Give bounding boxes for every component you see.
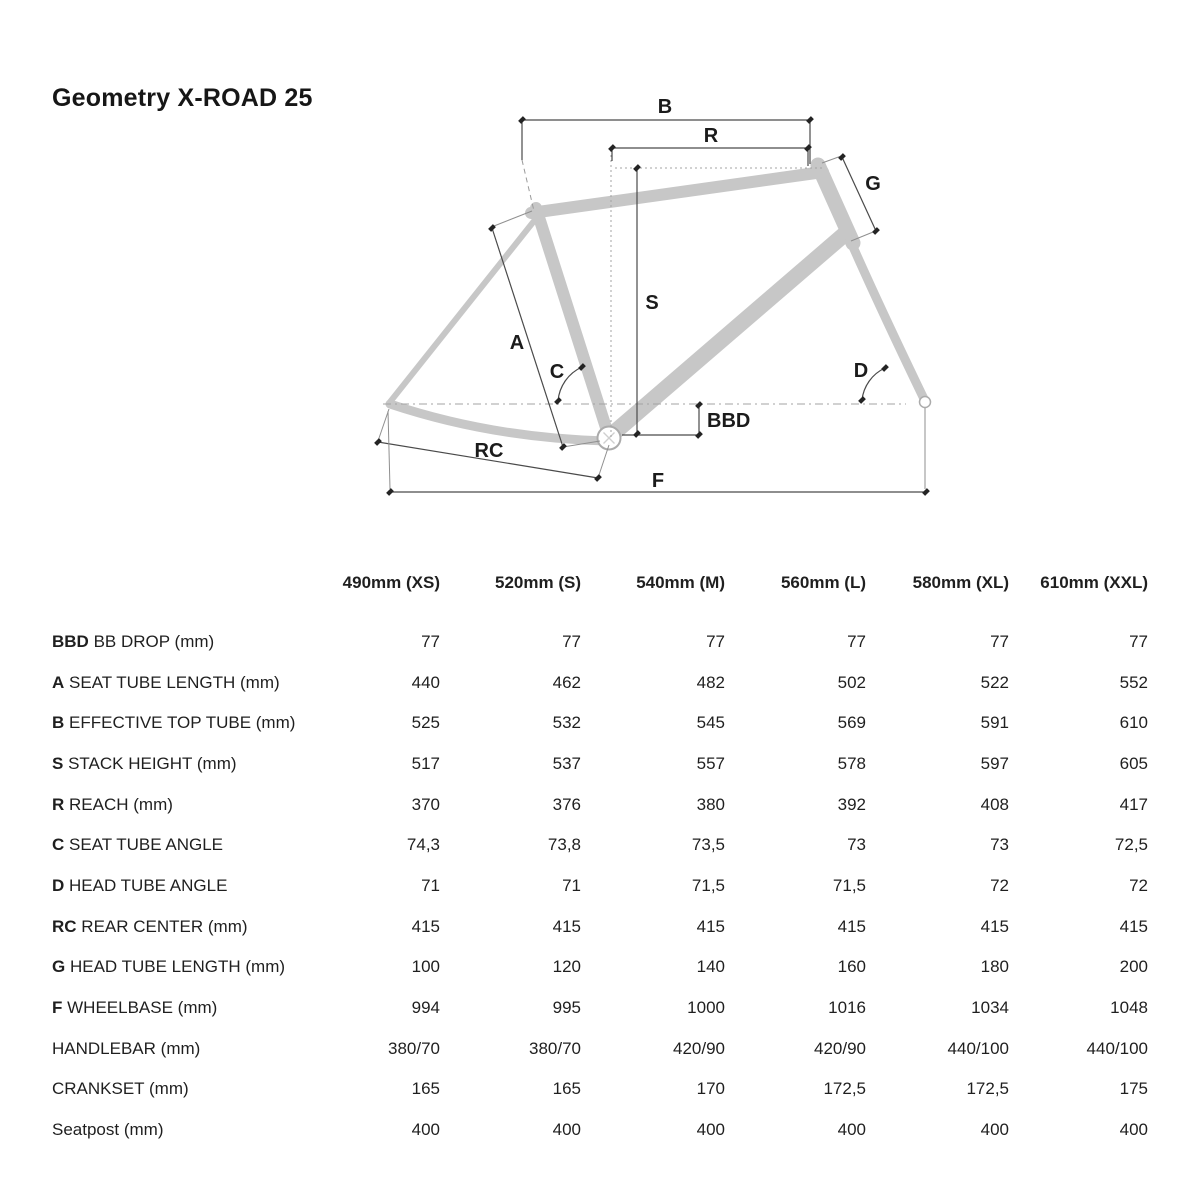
dim-label-b: B xyxy=(657,96,673,118)
table-cell: 400 xyxy=(696,1119,725,1139)
row-unit: (mm) xyxy=(207,916,248,936)
row-label xyxy=(52,954,285,980)
table-row xyxy=(0,1076,1200,1102)
row-code: R xyxy=(52,794,65,814)
table-cell: 165 xyxy=(552,1079,581,1099)
table-cell: 995 xyxy=(552,997,581,1017)
table-cell: 415 xyxy=(411,916,440,936)
table-cell: 73,8 xyxy=(547,835,581,855)
table-cell: 73 xyxy=(847,835,866,855)
table-cell: 172,5 xyxy=(966,1079,1009,1099)
table-cell: 77 xyxy=(990,632,1009,651)
table-cell: 71 xyxy=(562,875,581,895)
row-code: D xyxy=(52,875,65,895)
column-header: 490mm (XS) xyxy=(342,573,440,592)
table-cell: 517 xyxy=(411,753,440,773)
table-row xyxy=(0,792,1200,818)
dim-label-c: C xyxy=(549,361,565,383)
table-cell: 1000 xyxy=(687,997,725,1017)
table-cell: 522 xyxy=(980,672,1009,692)
column-header: 520mm (S) xyxy=(495,573,581,592)
table-cell: 440/100 xyxy=(947,1038,1009,1058)
table-row xyxy=(0,954,1200,980)
table-cell: 140 xyxy=(696,957,725,977)
table-cell: 165 xyxy=(411,1079,440,1099)
page-title: Geometry X-ROAD 25 xyxy=(52,84,313,112)
row-label xyxy=(52,914,248,940)
table-cell: 400 xyxy=(552,1119,581,1139)
table-cell: 440 xyxy=(411,672,440,692)
table-cell: 415 xyxy=(1119,916,1148,936)
table-cell: 415 xyxy=(696,916,725,936)
table-cell: 415 xyxy=(837,916,866,936)
row-unit: (mm) xyxy=(160,1038,201,1058)
table-cell: 73,5 xyxy=(691,835,725,855)
table-cell: 420/90 xyxy=(673,1038,725,1058)
table-cell: 610 xyxy=(1119,713,1148,733)
dim-label-r: R xyxy=(703,125,719,147)
table-cell: 408 xyxy=(980,794,1009,814)
dim-label-a: A xyxy=(509,332,525,354)
table-cell: 77 xyxy=(421,632,440,651)
table-cell: 72,5 xyxy=(1114,835,1148,855)
table-row xyxy=(0,710,1200,736)
down-tube xyxy=(609,233,846,437)
row-label xyxy=(52,995,217,1021)
row-code: B xyxy=(52,713,65,733)
row-code: F xyxy=(52,997,63,1017)
table-cell: 482 xyxy=(696,672,725,692)
column-header: 540mm (M) xyxy=(636,573,725,592)
table-cell: 392 xyxy=(837,794,866,814)
table-cell: 376 xyxy=(552,794,581,814)
table-cell: 77 xyxy=(706,632,725,651)
bike-frame xyxy=(390,165,931,450)
table-cell: 1048 xyxy=(1110,997,1148,1017)
table-cell: 370 xyxy=(411,794,440,814)
row-name: SEAT TUBE ANGLE xyxy=(69,835,224,855)
row-name: CRANKSET xyxy=(52,1079,145,1099)
table-cell: 569 xyxy=(837,713,866,733)
row-code: S xyxy=(52,753,64,773)
row-label xyxy=(52,832,223,858)
table-cell: 77 xyxy=(562,632,581,651)
table-row xyxy=(0,873,1200,899)
table-cell: 72 xyxy=(990,875,1009,895)
table-cell: 591 xyxy=(980,713,1009,733)
row-name: BB DROP xyxy=(93,632,170,651)
table-cell: 380/70 xyxy=(388,1038,440,1058)
seat-stay xyxy=(390,216,538,402)
row-unit: (mm) xyxy=(149,1079,189,1099)
table-row xyxy=(0,914,1200,940)
row-name: HANDLEBAR xyxy=(52,1038,156,1058)
table-cell: 120 xyxy=(552,957,581,977)
row-label xyxy=(52,792,173,818)
row-label xyxy=(52,670,280,696)
row-unit: (mm) xyxy=(240,672,280,692)
row-unit: (mm) xyxy=(177,997,218,1017)
row-code: BBD xyxy=(52,632,89,651)
row-code: C xyxy=(52,835,65,855)
table-cell: 597 xyxy=(980,753,1009,773)
table-cell: 180 xyxy=(980,957,1009,977)
row-name: EFFECTIVE TOP TUBE xyxy=(69,713,252,733)
table-cell: 1034 xyxy=(971,997,1009,1017)
table-row xyxy=(0,995,1200,1021)
dim-label-bbd: BBD xyxy=(707,410,751,432)
table-cell: 400 xyxy=(1119,1119,1148,1139)
dim-label-rc: RC xyxy=(474,440,504,462)
table-row xyxy=(0,751,1200,777)
table-cell: 605 xyxy=(1119,753,1148,773)
row-label xyxy=(52,1076,189,1102)
row-unit: (mm) xyxy=(174,632,215,651)
table-row xyxy=(0,832,1200,858)
table-header-row xyxy=(0,570,1200,596)
table-cell: 380/70 xyxy=(529,1038,581,1058)
table-cell: 71 xyxy=(421,875,440,895)
seat-axis-extension xyxy=(522,160,534,211)
row-label xyxy=(52,751,237,777)
table-cell: 537 xyxy=(552,753,581,773)
table-cell: 557 xyxy=(696,753,725,773)
table-cell: 400 xyxy=(837,1119,866,1139)
row-label xyxy=(52,1036,200,1062)
column-header: 610mm (XXL) xyxy=(1040,573,1148,592)
table-cell: 994 xyxy=(411,997,440,1017)
front-axle xyxy=(920,397,931,408)
row-code: RC xyxy=(52,916,77,936)
seat-tube xyxy=(536,208,609,437)
row-unit: (mm) xyxy=(123,1119,164,1139)
row-name: STACK HEIGHT xyxy=(68,753,193,773)
table-cell: 380 xyxy=(696,794,725,814)
table-cell: 400 xyxy=(980,1119,1009,1139)
table-cell: 462 xyxy=(552,672,581,692)
table-cell: 72 xyxy=(1129,875,1148,895)
table-cell: 440/100 xyxy=(1086,1038,1148,1058)
table-cell: 73 xyxy=(990,835,1009,855)
table-cell: 532 xyxy=(552,713,581,733)
row-unit: (mm) xyxy=(245,957,286,977)
chain-stay xyxy=(390,404,606,441)
table-cell: 552 xyxy=(1119,672,1148,692)
row-name: SEAT TUBE LENGTH xyxy=(69,672,236,692)
table-cell: 415 xyxy=(980,916,1009,936)
table-row xyxy=(0,670,1200,696)
row-name: HEAD TUBE ANGLE xyxy=(69,875,228,895)
table-cell: 200 xyxy=(1119,957,1148,977)
table-cell: 77 xyxy=(847,632,866,651)
row-name: REAR CENTER xyxy=(81,916,204,936)
dim-label-s: S xyxy=(645,292,659,314)
row-code: A xyxy=(52,672,65,692)
table-cell: 525 xyxy=(411,713,440,733)
table-cell: 578 xyxy=(837,753,866,773)
row-unit: (mm) xyxy=(133,794,173,814)
row-name: REACH xyxy=(69,794,129,814)
top-tube xyxy=(531,172,823,213)
row-name: Seatpost xyxy=(52,1119,120,1139)
dim-label-d: D xyxy=(853,360,869,382)
table-cell: 545 xyxy=(696,713,725,733)
row-label xyxy=(52,1117,164,1143)
table-cell: 71,5 xyxy=(832,875,866,895)
table-cell: 175 xyxy=(1119,1079,1148,1099)
table-cell: 417 xyxy=(1119,794,1148,814)
table-cell: 400 xyxy=(411,1119,440,1139)
table-cell: 100 xyxy=(411,957,440,977)
bike-geometry-diagram xyxy=(0,0,1200,545)
row-name: WHEELBASE xyxy=(67,997,173,1017)
column-header: 580mm (XL) xyxy=(912,573,1009,592)
table-row xyxy=(0,1036,1200,1062)
row-unit: (mm) xyxy=(255,713,296,733)
table-row xyxy=(0,629,1200,655)
row-code: G xyxy=(52,957,66,977)
table-cell: 420/90 xyxy=(814,1038,866,1058)
table-cell: 170 xyxy=(696,1079,725,1099)
table-cell: 415 xyxy=(552,916,581,936)
table-cell: 502 xyxy=(837,672,866,692)
column-header: 560mm (L) xyxy=(780,573,866,592)
row-label xyxy=(52,873,227,899)
table-cell: 1016 xyxy=(828,997,866,1017)
row-name: HEAD TUBE LENGTH xyxy=(69,957,241,977)
table-cell: 71,5 xyxy=(691,875,725,895)
row-unit: (mm) xyxy=(196,753,237,773)
dim-label-g: G xyxy=(865,173,881,195)
dim-label-f: F xyxy=(651,470,665,492)
table-cell: 74,3 xyxy=(406,835,440,855)
head-tube xyxy=(818,165,853,243)
row-label xyxy=(52,710,295,736)
table-cell: 172,5 xyxy=(823,1079,866,1099)
row-label xyxy=(52,629,214,655)
table-cell: 77 xyxy=(1129,632,1148,651)
table-row xyxy=(0,1117,1200,1143)
table-cell: 160 xyxy=(837,957,866,977)
